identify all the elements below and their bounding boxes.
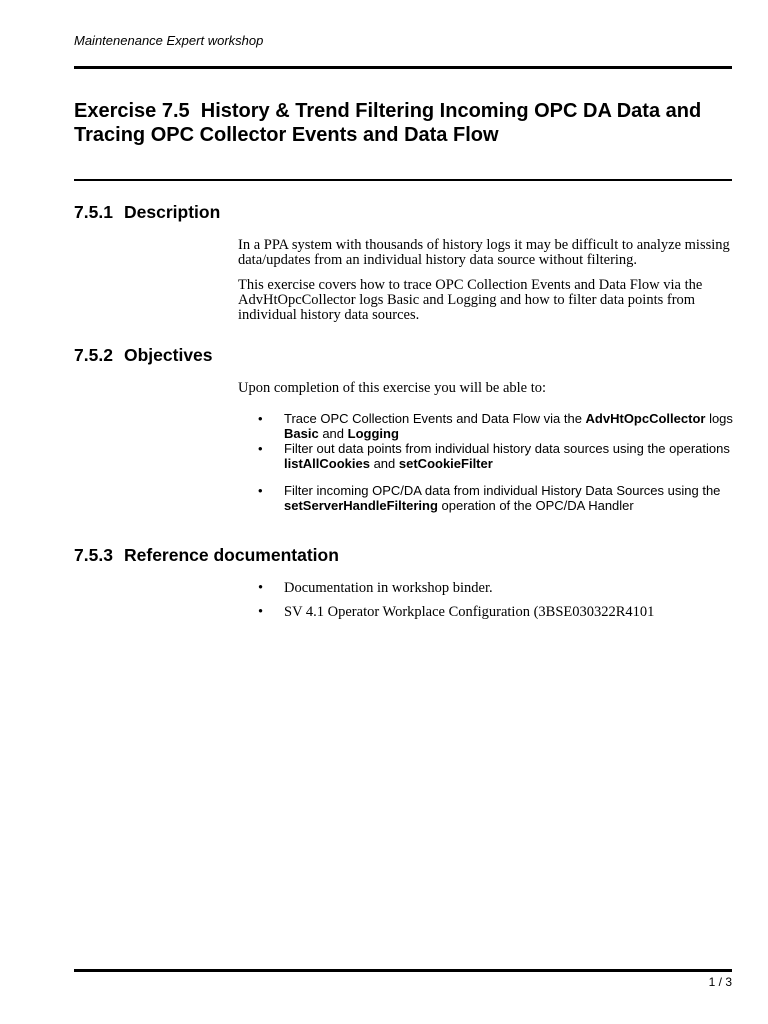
list-item [258,580,738,596]
bullet-icon: • [258,441,263,456]
section-number: 7.5.3 [74,545,113,565]
list-item [258,604,738,620]
title-line-1: Exercise 7.5 History & Trend Filtering Incoming OPC DA Data and [74,100,702,122]
running-header: Maintenenance Expert workshop [74,33,264,48]
header-rule [74,66,732,69]
list-item [258,483,738,513]
title-line-2: Tracing OPC Collector Events and Data Flow [74,124,499,146]
list-item [258,441,738,471]
objectives-intro: Upon completion of this exercise you will be able to: [238,380,547,396]
text-run: logs [705,411,733,426]
reference-item-text: Documentation in workshop binder. [284,580,493,596]
section-heading-reference [74,545,339,566]
bold-term: setCookieFilter [398,456,493,471]
text-run: and [369,456,399,471]
page-number: 1 / 3 [708,975,732,989]
description-paragraph-2 [238,278,738,323]
section-heading-description [74,202,220,223]
section-title: Objectives [124,345,213,365]
bullet-icon: • [258,604,264,620]
bullet-icon: • [258,580,264,596]
text-run: Trace OPC Collection Events and Data Flow via the [284,411,586,426]
objectives-list [258,411,738,513]
section-heading-objectives [74,345,213,366]
title-rule [74,179,732,181]
bold-term: listAllCookies [284,456,370,471]
section-number: 7.5.2 [74,345,113,365]
reference-list [258,580,738,628]
text-line: AdvHtOpcCollector logs Basic and Logging and how to filter data points from [238,292,696,308]
bold-term: AdvHtOpcCollector [585,411,706,426]
section-title: Description [124,202,221,222]
text-run: Filter incoming OPC/DA data from individual History Data Sources using the [284,483,721,498]
page-title [74,99,744,147]
text-line: In a PPA system with thousands of history logs it may be difficult to analyze missing [238,237,730,253]
bullet-icon: • [258,483,263,498]
list-item [258,411,738,441]
footer-rule [74,969,732,972]
text-line: data/updates from an individual history data source without filtering. [238,252,638,268]
text-run: Filter out data points from individual history data sources using the operations [284,441,730,456]
bold-term: Basic [284,426,319,441]
bullet-icon: • [258,411,263,426]
text-line: This exercise covers how to trace OPC Collection Events and Data Flow via the [238,277,703,293]
reference-item-text: SV 4.1 Operator Workplace Configuration (3BSE030322R4101 [284,604,655,620]
text-run: and [318,426,348,441]
bold-term: setServerHandleFiltering [284,498,438,513]
description-paragraph-1 [238,238,738,268]
section-number: 7.5.1 [74,202,113,222]
section-title: Reference documentation [124,545,339,565]
bold-term: Logging [347,426,399,441]
text-run: operation of the OPC/DA Handler [437,498,634,513]
text-line: individual history data sources. [238,307,420,323]
